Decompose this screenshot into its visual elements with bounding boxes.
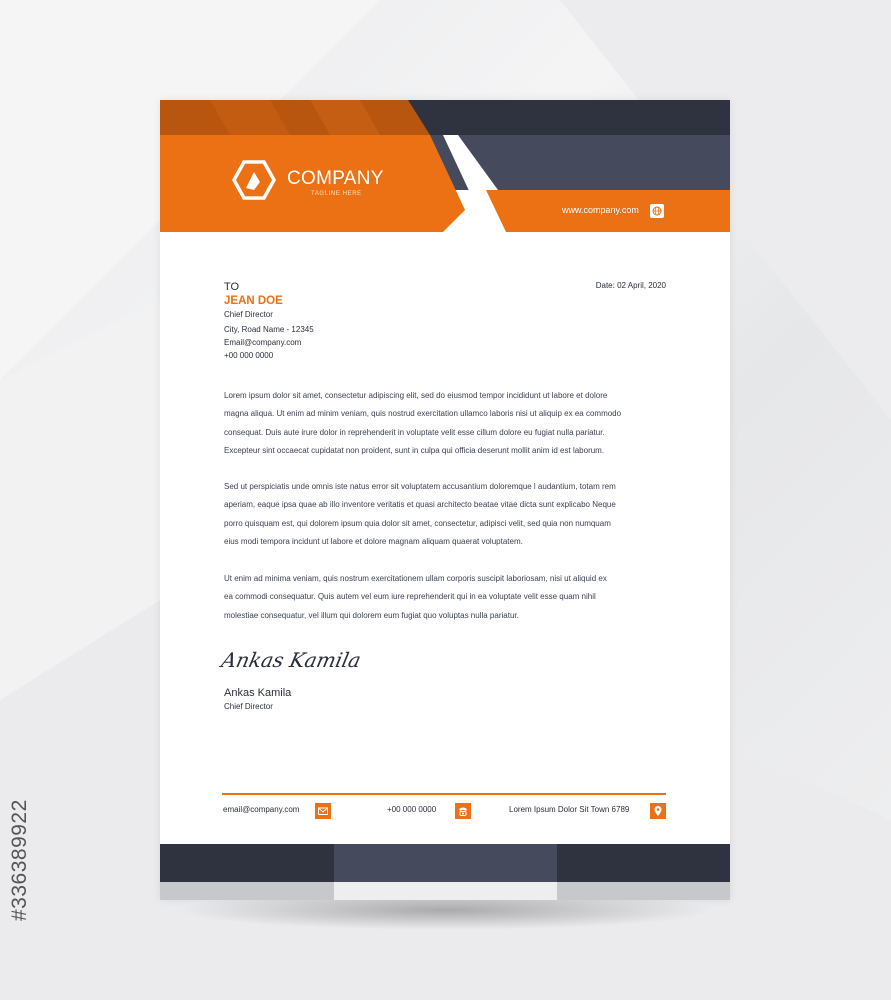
footer-divider (222, 793, 666, 795)
hexagon-logo-icon (224, 158, 284, 218)
recipient-title: Chief Director (224, 310, 273, 319)
recipient-name: JEAN DOE (224, 295, 283, 307)
body-paragraph-3: Ut enim ad minima veniam, quis nostrum exercitationem ullam corporis suscipit laboriosam, nisi ut aliquid ex ea commodi consequatur. Quis autem vel eum iure reprehenderit qui in ea voluptate velit esse quam nihil molestiae consequatur, vel illum qui dolorem eum fugiat quo voluptas nulla pariatur. (224, 574, 607, 620)
company-tagline: TAGLINE HERE (311, 191, 362, 197)
to-label: TO (224, 281, 240, 293)
letter-date: Date: 02 April, 2020 (595, 281, 666, 290)
footer-band (160, 844, 730, 900)
body-paragraph-2: Sed ut perspiciatis unde omnis iste natus error sit voluptatem accusantium doloremque l audantium, totam rem aperiam, eaque ipsa quae ab illo inventore veritatis et quasi architecto beatae vitae dicta sunt explicabo Neque porro quisquam est, qui dolorem ipsum quia dolor sit amet, consectetur, adipisci velit, sed quia non numquam eius modi tempora incidunt ut labore et dolore magnam aliquam quaerat voluptatem. (224, 482, 616, 547)
handwritten-signature: Ankas Kamila (219, 648, 364, 672)
company-name: COMPANY (287, 168, 384, 189)
body-paragraph-1: Lorem ipsum dolor sit amet, consectetur adipiscing elit, sed do eiusmod tempor incididunt ut labore et dolore magna aliqua. Ut enim ad minim veniam, quis nostrud exercitation ullamco laboris nisi ut aliquip ex ea commodo consequat. Duis aute irure dolor in reprehenderit in voluptate velit esse cillum dolore eu fugiat nulla pariatur. Excepteur sint occaecat cupidatat non proident, sunt in culpa qui officia deserunt mollit anim id est laborum. (224, 391, 622, 456)
location-pin-icon (650, 803, 666, 819)
website-text[interactable]: www.company.com (562, 205, 639, 215)
footer-address: Lorem Ipsum Dolor Sit Town 6789 (509, 805, 630, 814)
signatory-title: Chief Director (224, 702, 273, 711)
envelope-icon (315, 803, 331, 819)
phone-icon (455, 803, 471, 819)
recipient-phone: +00 000 0000 (224, 351, 274, 360)
stock-id-watermark: #336389922 (8, 799, 31, 921)
footer-email[interactable]: email@company.com (223, 805, 300, 814)
globe-icon (650, 204, 664, 218)
footer-phone[interactable]: +00 000 0000 (387, 805, 437, 814)
recipient-email: Email@company.com (224, 338, 302, 347)
letterhead-page (160, 100, 730, 900)
recipient-address: City, Road Name - 12345 (224, 325, 314, 334)
signatory-name: Ankas Kamila (224, 687, 292, 699)
